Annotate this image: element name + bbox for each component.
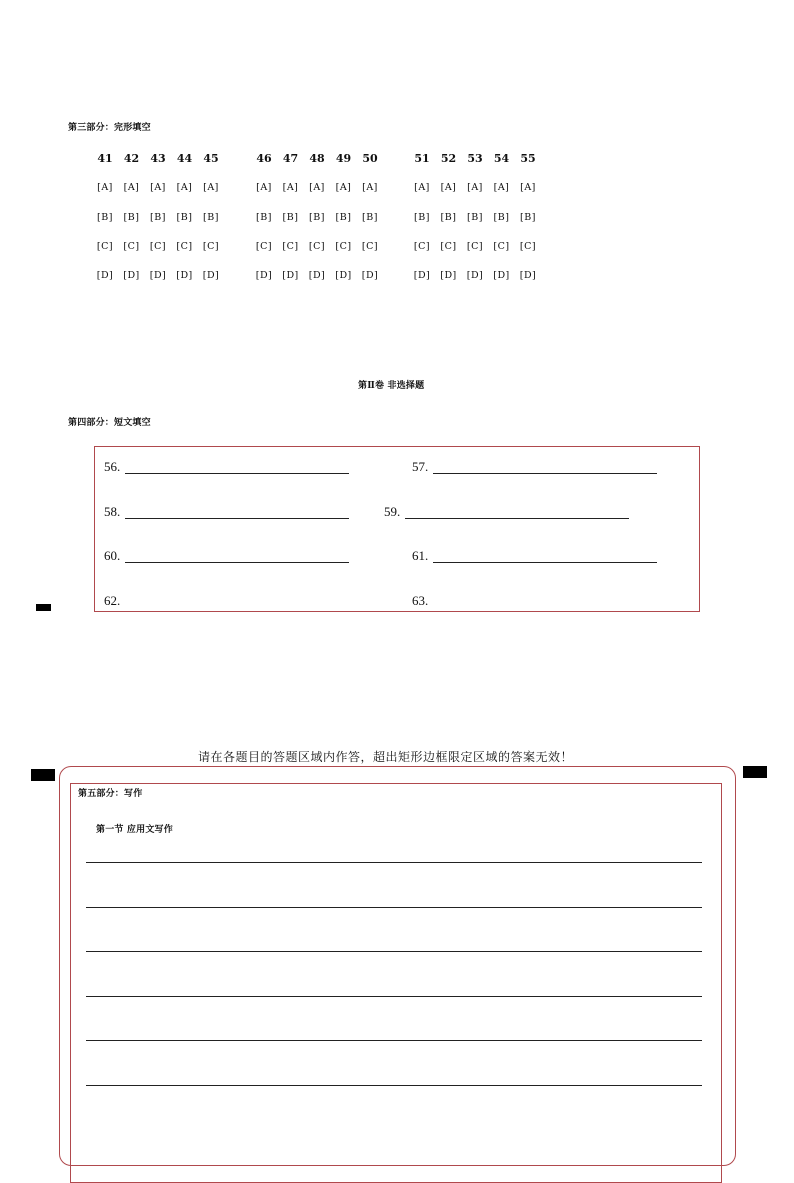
blank-61-label: 61. bbox=[412, 548, 429, 563]
question-number: 50 bbox=[362, 152, 378, 165]
answer-option-bubble[interactable]: [A] bbox=[493, 182, 510, 193]
question-number: 51 bbox=[414, 152, 430, 165]
answer-option-bubble[interactable]: [A] bbox=[123, 182, 140, 193]
scan-marker-left-mid bbox=[36, 604, 51, 611]
question-number: 41 bbox=[97, 152, 113, 165]
blank-61-line[interactable] bbox=[433, 562, 657, 563]
answer-option-bubble[interactable]: [B] bbox=[150, 212, 166, 223]
question-number: 53 bbox=[467, 152, 483, 165]
answer-option-bubble[interactable]: [D] bbox=[308, 270, 326, 281]
answer-option-bubble[interactable]: [A] bbox=[282, 182, 299, 193]
answer-option-bubble[interactable]: [A] bbox=[176, 182, 193, 193]
answer-option-bubble[interactable]: [C] bbox=[361, 241, 379, 252]
answer-option-bubble[interactable]: [B] bbox=[467, 212, 483, 223]
answer-option-bubble[interactable]: [A] bbox=[414, 182, 430, 193]
answer-option-bubble[interactable]: [B] bbox=[97, 212, 113, 223]
answer-option-bubble[interactable]: [C] bbox=[440, 241, 457, 252]
part5-title: 第五部分：写作 bbox=[78, 789, 143, 799]
answer-option-bubble[interactable]: [A] bbox=[362, 182, 378, 193]
question-number: 42 bbox=[123, 152, 140, 165]
answer-option-bubble[interactable]: [D] bbox=[123, 270, 140, 281]
answer-option-bubble[interactable]: [C] bbox=[413, 241, 431, 252]
answer-option-bubble[interactable]: [D] bbox=[149, 270, 167, 281]
answer-option-bubble[interactable]: [B] bbox=[414, 212, 430, 223]
answer-option-bubble[interactable]: [D] bbox=[493, 270, 510, 281]
answer-option-bubble[interactable]: [D] bbox=[413, 270, 431, 281]
answer-option-bubble[interactable]: [B] bbox=[520, 212, 536, 223]
question-number: 55 bbox=[520, 152, 536, 165]
writing-line[interactable] bbox=[86, 907, 702, 908]
answer-option-bubble[interactable]: [C] bbox=[335, 241, 352, 252]
answer-option-bubble[interactable]: [B] bbox=[123, 212, 140, 223]
blank-56-label: 56. bbox=[104, 459, 121, 474]
part4-title: 第四部分：短文填空 bbox=[68, 418, 151, 428]
answer-option-bubble[interactable]: [A] bbox=[203, 182, 219, 193]
blank-57-line[interactable] bbox=[433, 473, 657, 474]
writing-line[interactable] bbox=[86, 862, 702, 863]
volume2-title: 第Ⅱ卷 非选择题 bbox=[358, 381, 425, 391]
writing-answer-box bbox=[70, 783, 722, 1183]
blank-63-label: 63. bbox=[412, 593, 429, 608]
writing-line[interactable] bbox=[86, 1040, 702, 1041]
answer-option-bubble[interactable]: [B] bbox=[256, 212, 272, 223]
answer-option-bubble[interactable]: [C] bbox=[255, 241, 273, 252]
blank-59-label: 59. bbox=[384, 504, 401, 519]
question-number: 46 bbox=[256, 152, 272, 165]
answer-option-bubble[interactable]: [A] bbox=[256, 182, 272, 193]
blank-58-label: 58. bbox=[104, 504, 121, 519]
answer-option-bubble[interactable]: [D] bbox=[176, 270, 193, 281]
writing-line[interactable] bbox=[86, 1085, 702, 1086]
answer-area-notice: 请在各题目的答题区域内作答，超出矩形边框限定区域的答案无效！ bbox=[198, 750, 574, 764]
question-number: 49 bbox=[335, 152, 352, 165]
answer-option-bubble[interactable]: [C] bbox=[176, 241, 193, 252]
answer-option-bubble[interactable]: [B] bbox=[362, 212, 378, 223]
part3-title: 第三部分：完形填空 bbox=[68, 123, 151, 133]
question-number: 45 bbox=[203, 152, 219, 165]
fill-in-answer-box bbox=[94, 446, 700, 612]
blank-57-label: 57. bbox=[412, 459, 429, 474]
question-number: 52 bbox=[440, 152, 457, 165]
answer-option-bubble[interactable]: [B] bbox=[493, 212, 510, 223]
answer-option-bubble[interactable]: [D] bbox=[519, 270, 537, 281]
answer-option-bubble[interactable]: [A] bbox=[97, 182, 113, 193]
answer-option-bubble[interactable]: [C] bbox=[466, 241, 484, 252]
answer-option-bubble[interactable]: [B] bbox=[203, 212, 219, 223]
writing-line[interactable] bbox=[86, 996, 702, 997]
answer-option-bubble[interactable]: [D] bbox=[255, 270, 273, 281]
answer-option-bubble[interactable]: [C] bbox=[282, 241, 299, 252]
blank-60-line[interactable] bbox=[125, 562, 349, 563]
answer-option-bubble[interactable]: [A] bbox=[335, 182, 352, 193]
answer-option-bubble[interactable]: [D] bbox=[361, 270, 379, 281]
answer-option-bubble[interactable]: [C] bbox=[519, 241, 537, 252]
question-number: 47 bbox=[282, 152, 299, 165]
scan-marker-right-bottom bbox=[743, 766, 767, 778]
answer-option-bubble[interactable]: [D] bbox=[440, 270, 457, 281]
answer-option-bubble[interactable]: [A] bbox=[520, 182, 536, 193]
blank-59-line[interactable] bbox=[405, 518, 629, 519]
answer-option-bubble[interactable]: [C] bbox=[96, 241, 114, 252]
blank-58-line[interactable] bbox=[125, 518, 349, 519]
answer-option-bubble[interactable]: [D] bbox=[282, 270, 299, 281]
blank-56-line[interactable] bbox=[125, 473, 349, 474]
answer-option-bubble[interactable]: [A] bbox=[309, 182, 325, 193]
answer-option-bubble[interactable]: [D] bbox=[335, 270, 352, 281]
answer-option-bubble[interactable]: [A] bbox=[467, 182, 483, 193]
question-number: 43 bbox=[150, 152, 166, 165]
question-number: 44 bbox=[176, 152, 193, 165]
answer-option-bubble[interactable]: [D] bbox=[466, 270, 484, 281]
blank-60-label: 60. bbox=[104, 548, 121, 563]
answer-option-bubble[interactable]: [B] bbox=[309, 212, 325, 223]
writing-line[interactable] bbox=[86, 951, 702, 952]
answer-option-bubble[interactable]: [B] bbox=[440, 212, 457, 223]
question-number: 48 bbox=[309, 152, 325, 165]
blank-62-label: 62. bbox=[104, 593, 121, 608]
answer-option-bubble[interactable]: [D] bbox=[202, 270, 220, 281]
answer-option-bubble[interactable]: [C] bbox=[493, 241, 510, 252]
part5-section1-title: 第一节 应用文写作 bbox=[96, 825, 173, 835]
scan-marker-left-bottom bbox=[31, 769, 55, 781]
answer-option-bubble[interactable]: [B] bbox=[176, 212, 193, 223]
answer-option-bubble[interactable]: [C] bbox=[202, 241, 220, 252]
answer-option-bubble[interactable]: [A] bbox=[440, 182, 457, 193]
answer-option-bubble[interactable]: [A] bbox=[150, 182, 166, 193]
answer-option-bubble[interactable]: [B] bbox=[282, 212, 299, 223]
answer-option-bubble[interactable]: [B] bbox=[335, 212, 352, 223]
answer-option-bubble[interactable]: [C] bbox=[308, 241, 326, 252]
answer-option-bubble[interactable]: [C] bbox=[149, 241, 167, 252]
answer-option-bubble[interactable]: [C] bbox=[123, 241, 140, 252]
question-number: 54 bbox=[493, 152, 510, 165]
answer-option-bubble[interactable]: [D] bbox=[96, 270, 114, 281]
